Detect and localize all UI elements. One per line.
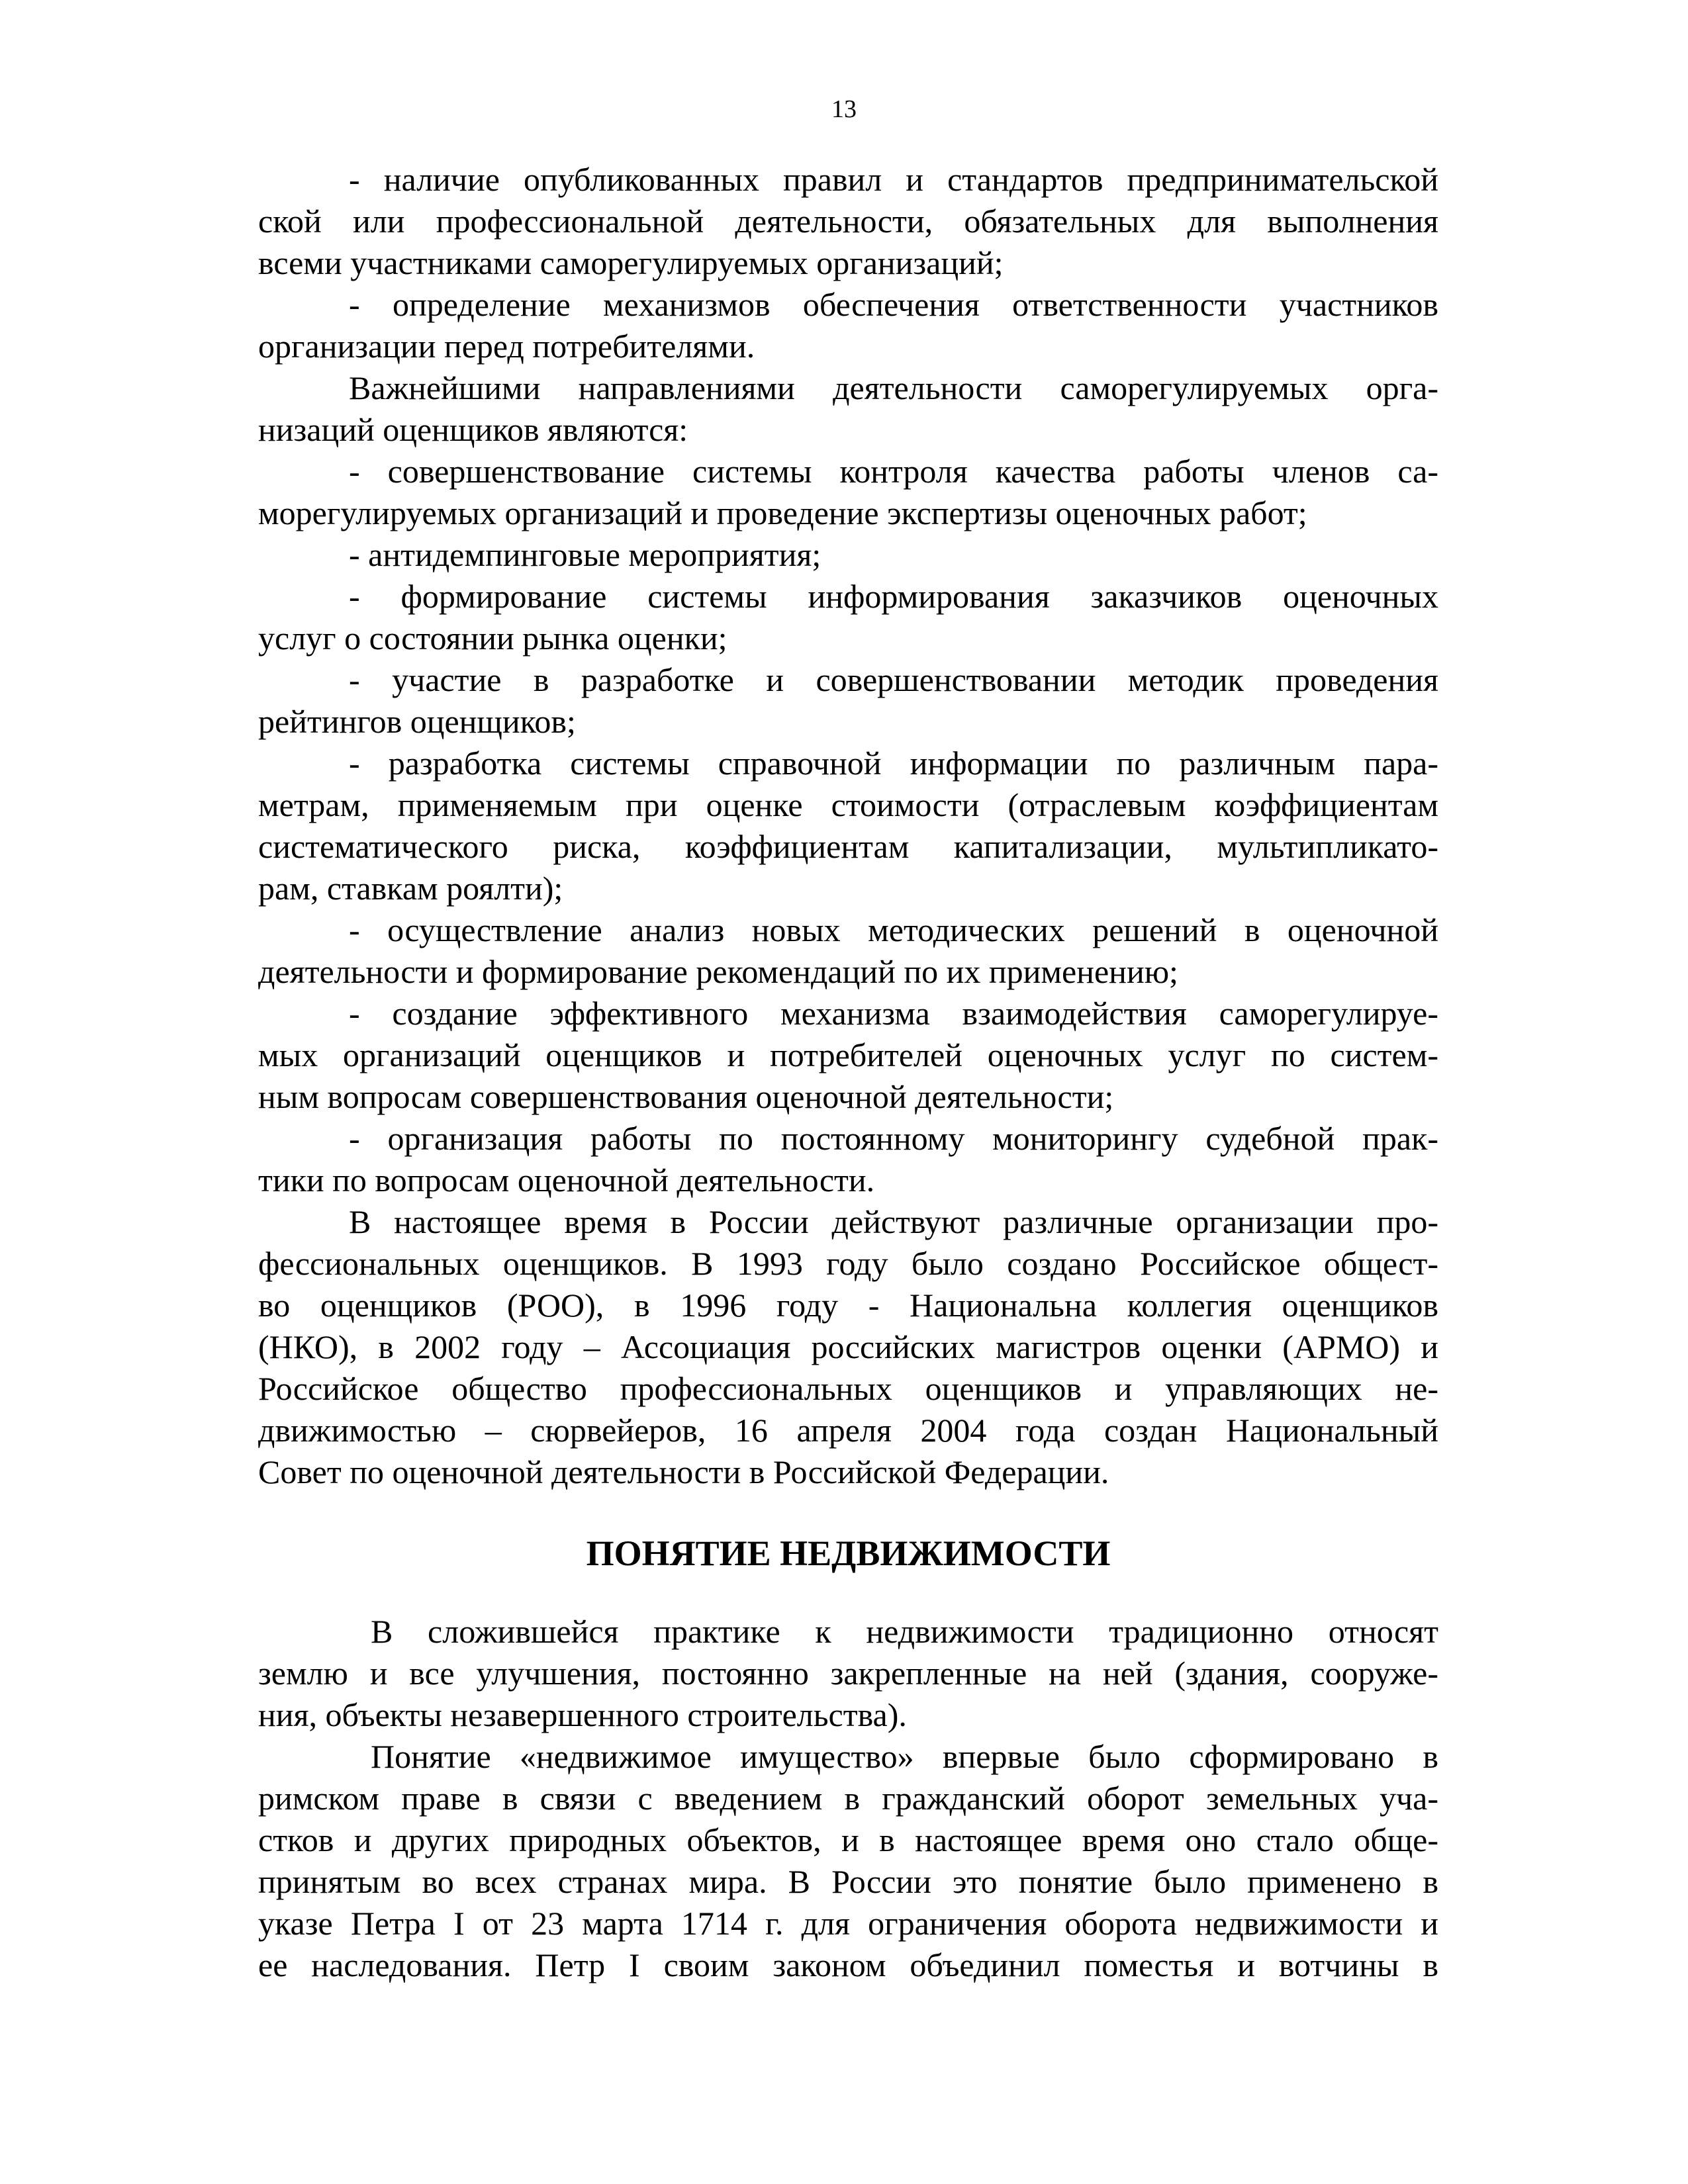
text-line: - создание эффективного механизма взаимодействия саморегулируе- xyxy=(349,995,1438,1032)
text-line: ния, объекты незавершенного строительства). xyxy=(258,1696,907,1733)
text-line: (НКО), в 2002 году – Ассоциация российских магистров оценки (АРМО) и xyxy=(258,1328,1438,1365)
text-line: - участие в разработке и совершенствовании методик проведения xyxy=(349,661,1438,698)
text-line: ее наследования. Петр I своим законом объединил поместья и вотчины в xyxy=(258,1946,1438,1983)
text-line: Понятие «недвижимое имущество» впервые было сформировано в xyxy=(371,1738,1438,1775)
text-line: - осуществление анализ новых методических решений в оценочной xyxy=(349,911,1438,948)
text-line: - организация работы по постоянному мониторингу судебной прак- xyxy=(349,1120,1438,1157)
section-heading: ПОНЯТИЕ НЕДВИЖИМОСТИ xyxy=(586,1533,1111,1573)
text-line: - антидемпинговые мероприятия; xyxy=(349,536,821,573)
text-line: стков и других природных объектов, и в настоящее время оно стало обще- xyxy=(258,1821,1438,1858)
text-line: рам, ставкам роялти); xyxy=(258,870,563,907)
text-line: всеми участниками саморегулируемых организаций; xyxy=(258,244,1004,281)
text-line: движимостью – сюрвейеров, 16 апреля 2004 года создан Национальный xyxy=(258,1412,1438,1449)
page-number: 13 xyxy=(831,95,857,123)
text-line: систематического риска, коэффициентам капитализации, мультипликато- xyxy=(258,828,1438,865)
text-line: - наличие опубликованных правил и стандартов предпринимательской xyxy=(349,161,1438,198)
text-line: метрам, применяемым при оценке стоимости (отраслевым коэффициентам xyxy=(258,786,1438,823)
text-line: В сложившейся практике к недвижимости традиционно относят xyxy=(371,1613,1438,1650)
text-line: во оценщиков (РОО), в 1996 году - Национальна коллегия оценщиков xyxy=(258,1287,1438,1324)
text-line: Совет по оценочной деятельности в Российской Федерации. xyxy=(258,1453,1109,1490)
text-line: принятым во всех странах мира. В России это понятие было применено в xyxy=(258,1863,1438,1900)
text-line: указе Петра I от 23 марта 1714 г. для ограничения оборота недвижимости и xyxy=(258,1905,1438,1942)
text-line: - разработка системы справочной информации по различным пара- xyxy=(349,745,1438,782)
text-line: мых организаций оценщиков и потребителей оценочных услуг по систем- xyxy=(258,1036,1438,1073)
text-line: В настоящее время в России действуют различные организации про- xyxy=(349,1203,1438,1240)
text-line: Российское общество профессиональных оценщиков и управляющих не- xyxy=(258,1370,1438,1407)
text-line: морегулируемых организаций и проведение экспертизы оценочных работ; xyxy=(258,494,1307,531)
text-line: Важнейшими направлениями деятельности саморегулируемых орга- xyxy=(349,369,1438,406)
text-line: деятельности и формирование рекомендаций по их применению; xyxy=(258,953,1178,990)
text-line: римском праве в связи с введением в гражданский оборот земельных уча- xyxy=(258,1780,1438,1817)
text-line: тики по вопросам оценочной деятельности. xyxy=(258,1161,875,1199)
text-line: землю и все улучшения, постоянно закрепленные на ней (здания, сооруже- xyxy=(258,1655,1438,1692)
text-line: - формирование системы информирования заказчиков оценочных xyxy=(349,578,1438,615)
text-line: ской или профессиональной деятельности, обязательных для выполнения xyxy=(258,203,1438,240)
text-line: - совершенствование системы контроля качества работы членов са- xyxy=(349,453,1438,490)
text-line: фессиональных оценщиков. В 1993 году было создано Российское общест- xyxy=(258,1245,1438,1282)
text-line: ным вопросам совершенствования оценочной деятельности; xyxy=(258,1078,1114,1115)
text-line: услуг о состоянии рынка оценки; xyxy=(258,619,727,657)
text-line: низаций оценщиков являются: xyxy=(258,411,688,448)
text-line: рейтингов оценщиков; xyxy=(258,703,576,740)
text-line: организации перед потребителями. xyxy=(258,328,755,365)
text-line: - определение механизмов обеспечения ответственности участников xyxy=(349,286,1438,323)
